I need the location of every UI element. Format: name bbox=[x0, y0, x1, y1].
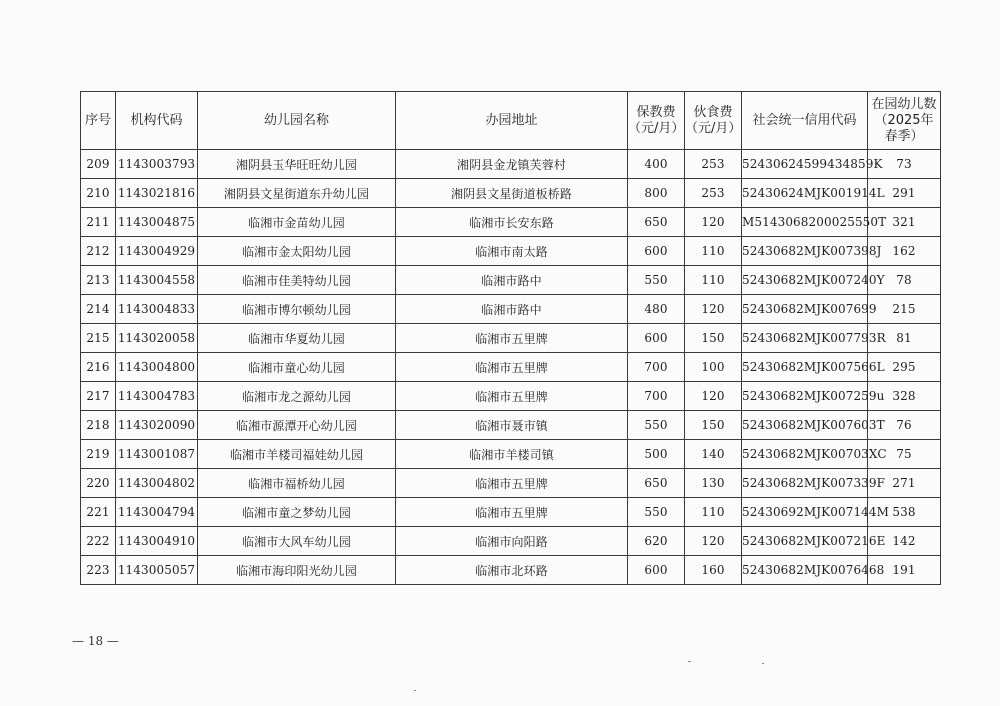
table-row bbox=[81, 237, 941, 266]
cell-index: 210 bbox=[81, 179, 116, 208]
cell-enrolled-children: 328 bbox=[868, 382, 941, 411]
cell-credit-code: 52430682MJK007339F bbox=[742, 469, 868, 498]
cell-meal-fee: 150 bbox=[685, 411, 742, 440]
cell-tuition-fee: 600 bbox=[628, 556, 685, 585]
cell-tuition-fee: 600 bbox=[628, 237, 685, 266]
cell-enrolled-children: 271 bbox=[868, 469, 941, 498]
table-row bbox=[81, 382, 941, 411]
cell-tuition-fee: 600 bbox=[628, 324, 685, 353]
page-number: — 18 — bbox=[72, 634, 119, 648]
cell-address: 临湘市羊楼司镇 bbox=[396, 440, 628, 469]
cell-meal-fee: 160 bbox=[685, 556, 742, 585]
cell-enrolled-children: 295 bbox=[868, 353, 941, 382]
cell-credit-code: M5143068200025550T bbox=[742, 208, 868, 237]
cell-institution-code: 1143020058 bbox=[116, 324, 198, 353]
cell-institution-code: 1143004794 bbox=[116, 498, 198, 527]
cell-kindergarten-name: 临湘市海印阳光幼儿园 bbox=[198, 556, 396, 585]
cell-credit-code: 52430624599434859K bbox=[742, 150, 868, 179]
cell-enrolled-children: 73 bbox=[868, 150, 941, 179]
cell-index: 220 bbox=[81, 469, 116, 498]
cell-credit-code: 52430682MJK00703XC bbox=[742, 440, 868, 469]
cell-enrolled-children: 291 bbox=[868, 179, 941, 208]
header-meal-fee: 伙食费（元/月） bbox=[685, 92, 742, 150]
cell-institution-code: 1143004802 bbox=[116, 469, 198, 498]
cell-institution-code: 1143020090 bbox=[116, 411, 198, 440]
cell-institution-code: 1143001087 bbox=[116, 440, 198, 469]
cell-kindergarten-name: 湘阴县玉华旺旺幼儿园 bbox=[198, 150, 396, 179]
cell-institution-code: 1143003793 bbox=[116, 150, 198, 179]
table-body bbox=[81, 150, 941, 585]
table-row bbox=[81, 266, 941, 295]
cell-institution-code: 1143021816 bbox=[116, 179, 198, 208]
cell-tuition-fee: 550 bbox=[628, 411, 685, 440]
cell-enrolled-children: 142 bbox=[868, 527, 941, 556]
cell-address: 临湘市聂市镇 bbox=[396, 411, 628, 440]
cell-kindergarten-name: 临湘市羊楼司福娃幼儿园 bbox=[198, 440, 396, 469]
cell-kindergarten-name: 临湘市金苗幼儿园 bbox=[198, 208, 396, 237]
cell-credit-code: 52430682MJK007259u bbox=[742, 382, 868, 411]
table-row bbox=[81, 411, 941, 440]
cell-tuition-fee: 650 bbox=[628, 469, 685, 498]
cell-meal-fee: 150 bbox=[685, 324, 742, 353]
cell-institution-code: 1143004800 bbox=[116, 353, 198, 382]
cell-index: 209 bbox=[81, 150, 116, 179]
cell-credit-code: 52430682MJK007603T bbox=[742, 411, 868, 440]
cell-tuition-fee: 500 bbox=[628, 440, 685, 469]
cell-address: 临湘市五里牌 bbox=[396, 324, 628, 353]
cell-enrolled-children: 191 bbox=[868, 556, 941, 585]
cell-address: 湘阴县金龙镇芙蓉村 bbox=[396, 150, 628, 179]
cell-index: 217 bbox=[81, 382, 116, 411]
cell-meal-fee: 110 bbox=[685, 237, 742, 266]
cell-kindergarten-name: 临湘市华夏幼儿园 bbox=[198, 324, 396, 353]
cell-meal-fee: 120 bbox=[685, 527, 742, 556]
cell-credit-code: 52430682MJK007566L bbox=[742, 353, 868, 382]
cell-credit-code: 52430682MJK0076468 bbox=[742, 556, 868, 585]
cell-index: 211 bbox=[81, 208, 116, 237]
table-header-row bbox=[81, 92, 941, 150]
cell-tuition-fee: 400 bbox=[628, 150, 685, 179]
cell-tuition-fee: 550 bbox=[628, 498, 685, 527]
table-row bbox=[81, 556, 941, 585]
cell-tuition-fee: 650 bbox=[628, 208, 685, 237]
scan-speck bbox=[414, 690, 416, 691]
cell-meal-fee: 130 bbox=[685, 469, 742, 498]
header-tuition-fee: 保教费（元/月） bbox=[628, 92, 685, 150]
cell-tuition-fee: 700 bbox=[628, 353, 685, 382]
cell-kindergarten-name: 临湘市童之梦幼儿园 bbox=[198, 498, 396, 527]
cell-institution-code: 1143005057 bbox=[116, 556, 198, 585]
cell-kindergarten-name: 临湘市佳美特幼儿园 bbox=[198, 266, 396, 295]
cell-credit-code: 52430692MJK007144M bbox=[742, 498, 868, 527]
table-row bbox=[81, 469, 941, 498]
cell-index: 219 bbox=[81, 440, 116, 469]
table-row bbox=[81, 324, 941, 353]
cell-kindergarten-name: 临湘市金太阳幼儿园 bbox=[198, 237, 396, 266]
header-index: 序号 bbox=[81, 92, 116, 150]
cell-enrolled-children: 538 bbox=[868, 498, 941, 527]
cell-kindergarten-name: 临湘市福桥幼儿园 bbox=[198, 469, 396, 498]
cell-kindergarten-name: 临湘市童心幼儿园 bbox=[198, 353, 396, 382]
cell-address: 临湘市长安东路 bbox=[396, 208, 628, 237]
cell-credit-code: 52430682MJK007699 bbox=[742, 295, 868, 324]
cell-enrolled-children: 215 bbox=[868, 295, 941, 324]
cell-institution-code: 1143004833 bbox=[116, 295, 198, 324]
header-enrolled-children: 在园幼儿数（2025年春季） bbox=[868, 92, 941, 150]
cell-index: 212 bbox=[81, 237, 116, 266]
header-credit-code: 社会统一信用代码 bbox=[742, 92, 868, 150]
header-institution-code: 机构代码 bbox=[116, 92, 198, 150]
cell-tuition-fee: 800 bbox=[628, 179, 685, 208]
cell-meal-fee: 120 bbox=[685, 295, 742, 324]
table-row bbox=[81, 498, 941, 527]
cell-index: 213 bbox=[81, 266, 116, 295]
cell-address: 临湘市五里牌 bbox=[396, 382, 628, 411]
cell-index: 223 bbox=[81, 556, 116, 585]
cell-kindergarten-name: 临湘市博尔顿幼儿园 bbox=[198, 295, 396, 324]
cell-meal-fee: 110 bbox=[685, 266, 742, 295]
cell-institution-code: 1143004910 bbox=[116, 527, 198, 556]
header-kindergarten-name: 幼儿园名称 bbox=[198, 92, 396, 150]
cell-institution-code: 1143004929 bbox=[116, 237, 198, 266]
cell-address: 临湘市五里牌 bbox=[396, 353, 628, 382]
cell-index: 222 bbox=[81, 527, 116, 556]
cell-address: 临湘市南太路 bbox=[396, 237, 628, 266]
cell-tuition-fee: 480 bbox=[628, 295, 685, 324]
cell-enrolled-children: 162 bbox=[868, 237, 941, 266]
cell-meal-fee: 120 bbox=[685, 208, 742, 237]
table-row bbox=[81, 527, 941, 556]
cell-index: 218 bbox=[81, 411, 116, 440]
cell-credit-code: 52430624MJK001914L bbox=[742, 179, 868, 208]
cell-kindergarten-name: 临湘市大风车幼儿园 bbox=[198, 527, 396, 556]
scan-speck bbox=[762, 663, 764, 664]
cell-enrolled-children: 75 bbox=[868, 440, 941, 469]
table-row bbox=[81, 440, 941, 469]
cell-kindergarten-name: 湘阴县文星街道东升幼儿园 bbox=[198, 179, 396, 208]
scan-speck bbox=[688, 661, 691, 662]
cell-institution-code: 1143004875 bbox=[116, 208, 198, 237]
cell-enrolled-children: 81 bbox=[868, 324, 941, 353]
table-row bbox=[81, 150, 941, 179]
cell-tuition-fee: 620 bbox=[628, 527, 685, 556]
cell-enrolled-children: 321 bbox=[868, 208, 941, 237]
cell-index: 214 bbox=[81, 295, 116, 324]
table-row bbox=[81, 353, 941, 382]
cell-address: 临湘市路中 bbox=[396, 295, 628, 324]
cell-address: 临湘市北环路 bbox=[396, 556, 628, 585]
kindergarten-fee-table bbox=[80, 91, 941, 585]
cell-address: 临湘市五里牌 bbox=[396, 498, 628, 527]
cell-index: 221 bbox=[81, 498, 116, 527]
cell-address: 临湘市路中 bbox=[396, 266, 628, 295]
cell-address: 临湘市五里牌 bbox=[396, 469, 628, 498]
table-row bbox=[81, 208, 941, 237]
cell-address: 湘阴县文星街道板桥路 bbox=[396, 179, 628, 208]
cell-meal-fee: 110 bbox=[685, 498, 742, 527]
cell-index: 215 bbox=[81, 324, 116, 353]
cell-credit-code: 52430682MJK007793R bbox=[742, 324, 868, 353]
cell-tuition-fee: 700 bbox=[628, 382, 685, 411]
cell-meal-fee: 100 bbox=[685, 353, 742, 382]
cell-institution-code: 1143004558 bbox=[116, 266, 198, 295]
cell-institution-code: 1143004783 bbox=[116, 382, 198, 411]
cell-meal-fee: 253 bbox=[685, 179, 742, 208]
cell-meal-fee: 253 bbox=[685, 150, 742, 179]
cell-index: 216 bbox=[81, 353, 116, 382]
cell-meal-fee: 120 bbox=[685, 382, 742, 411]
cell-tuition-fee: 550 bbox=[628, 266, 685, 295]
cell-enrolled-children: 76 bbox=[868, 411, 941, 440]
cell-enrolled-children: 78 bbox=[868, 266, 941, 295]
cell-credit-code: 52430682MJK007216E bbox=[742, 527, 868, 556]
header-address: 办园地址 bbox=[396, 92, 628, 150]
table-row bbox=[81, 295, 941, 324]
table-row bbox=[81, 179, 941, 208]
cell-credit-code: 52430682MJK007398J bbox=[742, 237, 868, 266]
cell-kindergarten-name: 临湘市源潭开心幼儿园 bbox=[198, 411, 396, 440]
cell-meal-fee: 140 bbox=[685, 440, 742, 469]
cell-credit-code: 52430682MJK007240Y bbox=[742, 266, 868, 295]
cell-address: 临湘市向阳路 bbox=[396, 527, 628, 556]
cell-kindergarten-name: 临湘市龙之源幼儿园 bbox=[198, 382, 396, 411]
